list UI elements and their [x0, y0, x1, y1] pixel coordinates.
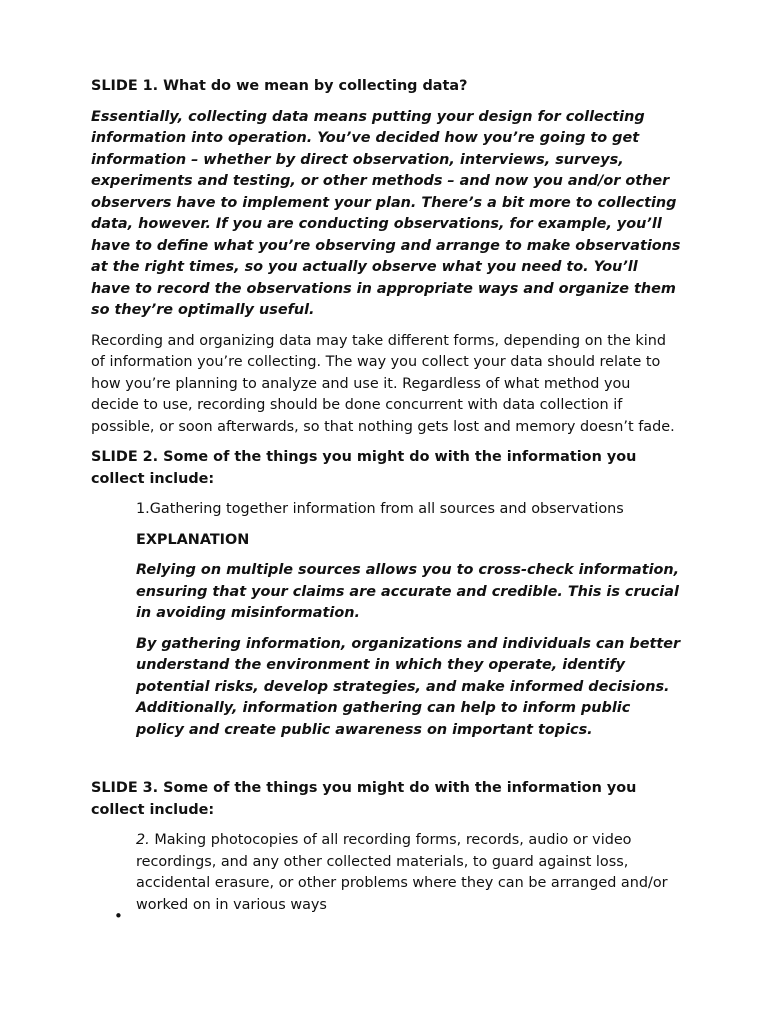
- slide3-item-number: 2.: [136, 832, 150, 848]
- slide3-heading: SLIDE 3. Some of the things you might do with the information you collect include:: [91, 780, 637, 818]
- slide3-item-text: Making photocopies of all recording forms, records, audio or video recordings, and any other collected materials, to guard against loss, accidental erasure, or other problems where they can be arranged and/or worked on in various ways: [136, 832, 668, 913]
- slide2-item-1: 1.Gathering together information from all sources and observations: [136, 501, 624, 517]
- empty-bullet-point: •: [114, 907, 123, 925]
- blank-line: [91, 750, 681, 778]
- explanation-label: EXPLANATION: [136, 531, 250, 548]
- explanation-paragraph-1: Relying on multiple sources allows you to cross-check information, ensuring that your claims are accurate and credible. This is crucial in avoiding misinformation.: [136, 562, 680, 621]
- slide1-heading: SLIDE 1. What do we mean by collecting data?: [91, 78, 468, 94]
- slide1-intro-paragraph: Essentially, collecting data means putting your design for collecting information into operation. You’ve decided how you’re going to get information – whether by direct observation, interviews, surveys, experiments and testing, or other methods – and now you and/or other observers have to implement your plan. There’s a bit more to collecting data, however. If you are conducting observations, for example, you’ll have to define what you’re observing and arrange to make observations at the right times, so you actually observe what you need to. You’ll have to record the observations in appropriate ways and organize them so they’re optimally useful.: [91, 108, 681, 318]
- slide3-item-2: [136, 830, 681, 916]
- document-content: [91, 76, 681, 925]
- explanation-paragraph-2: By gathering information, organizations and individuals can better understand the environment in which they operate, identify potential risks, develop strategies, and make informed decisions. Additionally, information gathering can help to inform public policy and create public awareness on important topics.: [136, 635, 681, 738]
- slide2-heading: SLIDE 2. Some of the things you might do with the information you collect include:: [91, 449, 637, 487]
- slide1-body-paragraph: Recording and organizing data may take different forms, depending on the kind of information you’re collecting. The way you collect your data should relate to how you’re planning to analyze and use it. Regardless of what method you decide to use, recording should be done concurrent with data collection if possible, or soon afterwards, so that nothing gets lost and memory doesn’t fade.: [91, 332, 675, 435]
